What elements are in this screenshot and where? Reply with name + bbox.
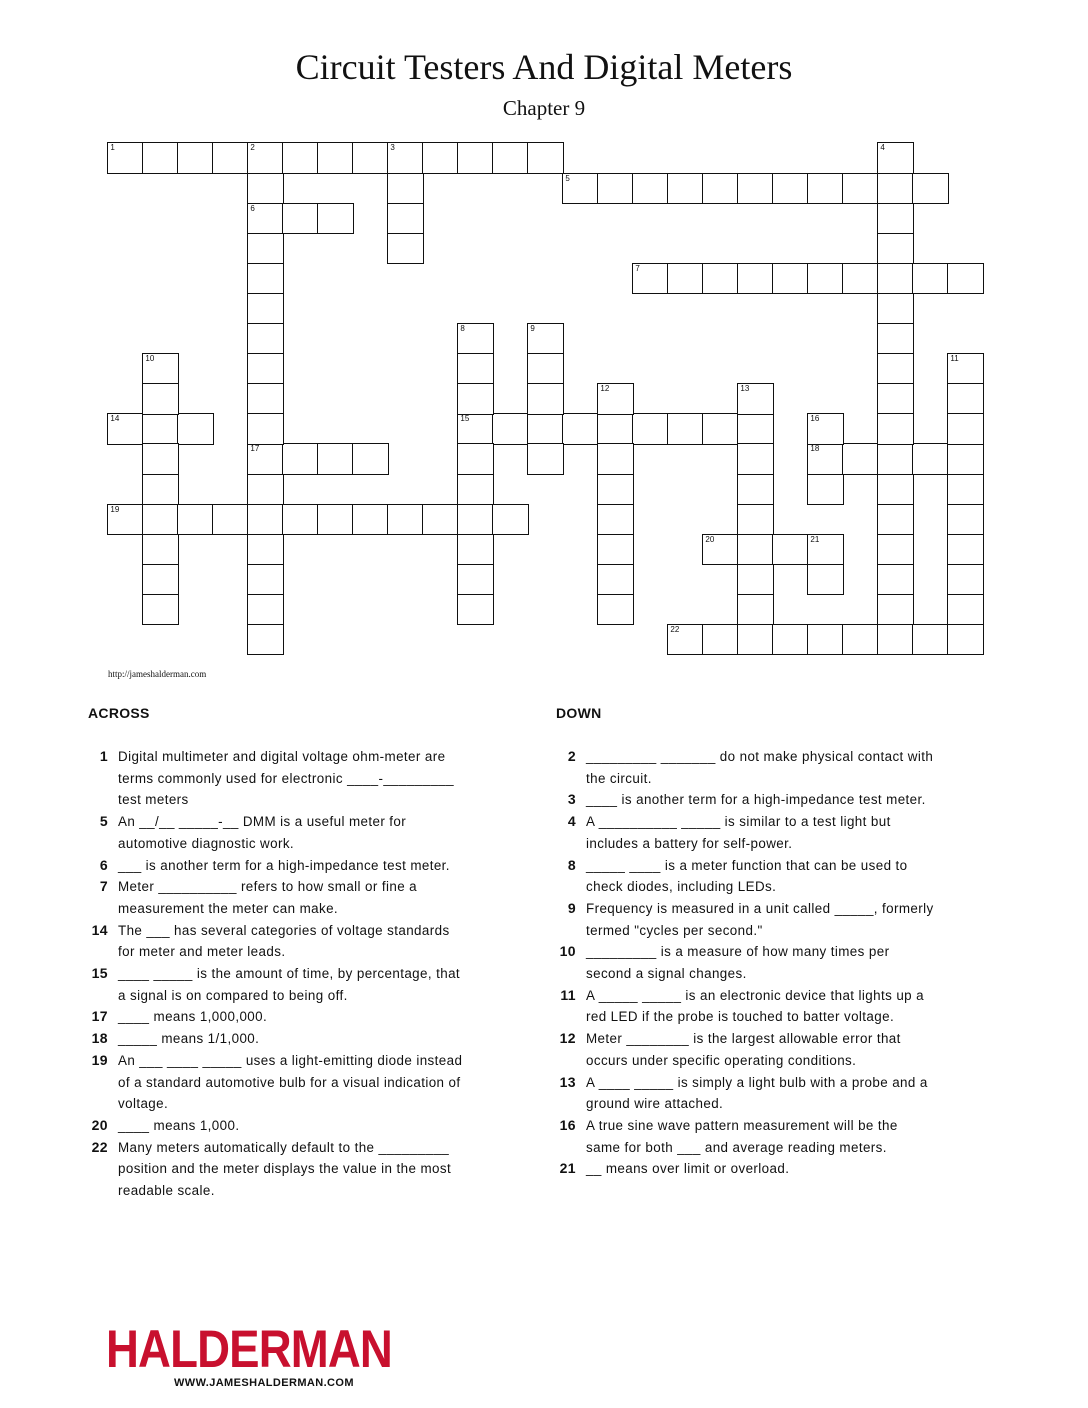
grid-cell[interactable] <box>142 594 178 625</box>
grid-cell[interactable] <box>457 142 493 173</box>
grid-cell[interactable] <box>107 504 143 535</box>
grid-cell[interactable] <box>737 263 773 294</box>
grid-cell[interactable] <box>387 173 423 204</box>
grid-cell[interactable] <box>527 383 563 414</box>
page-subtitle: Chapter 9 <box>502 96 586 120</box>
clue-item <box>88 920 468 963</box>
clue-item <box>556 1158 936 1180</box>
grid-cell[interactable] <box>807 263 843 294</box>
clue-item <box>556 898 936 941</box>
grid-cell[interactable] <box>457 594 493 625</box>
clue-text: _____ ____ is a meter function that can be used to check diodes, including LEDs. <box>586 857 908 895</box>
grid-cell[interactable] <box>597 504 633 535</box>
grid-cell[interactable] <box>667 413 703 444</box>
halderman-logo: HALDERMAN <box>106 1320 392 1379</box>
clue-item <box>88 963 468 1006</box>
clue-text: A ____ _____ is simply a light bulb with a probe and a ground wire attached. <box>586 1074 928 1112</box>
grid-cell[interactable] <box>947 443 983 474</box>
grid-cell[interactable] <box>737 504 773 535</box>
clue-number: 20 <box>91 1116 108 1133</box>
grid-cell[interactable] <box>877 564 913 595</box>
clue-number: 17 <box>91 1008 108 1025</box>
grid-cell[interactable] <box>877 474 913 505</box>
grid-cell[interactable] <box>912 263 948 294</box>
cell-number: 22 <box>670 625 680 634</box>
grid-cell[interactable] <box>807 173 843 204</box>
grid-cell[interactable] <box>282 142 318 173</box>
clue-item <box>556 789 936 811</box>
clue-text: An __/__ _____-__ DMM is a useful meter for automotive diagnostic work. <box>118 814 407 851</box>
grid-cell[interactable] <box>387 142 423 173</box>
grid-cell[interactable] <box>912 443 948 474</box>
clue-number: 21 <box>559 1160 576 1177</box>
grid-cell[interactable] <box>247 353 283 384</box>
clue-number: 2 <box>567 748 576 764</box>
grid-cell[interactable] <box>212 142 248 173</box>
grid-cell[interactable] <box>107 142 143 173</box>
grid-cell[interactable] <box>702 624 738 655</box>
grid-cell[interactable] <box>807 624 843 655</box>
clue-text: _________ _______ do not make physical contact with the circuit. <box>586 749 934 786</box>
grid-cell[interactable] <box>632 413 668 444</box>
grid-cell[interactable] <box>247 203 283 234</box>
clue-item <box>88 811 468 854</box>
grid-cell[interactable] <box>387 233 423 264</box>
grid-cell[interactable] <box>702 413 738 444</box>
cell-number: 10 <box>145 354 155 364</box>
cell-number: 12 <box>600 384 610 394</box>
clue-item <box>556 1115 936 1158</box>
cell-number: 8 <box>460 324 465 333</box>
crossword-grid <box>0 0 1088 700</box>
grid-cell[interactable] <box>142 474 178 505</box>
clue-item <box>556 941 936 984</box>
clue-text: ____ means 1,000. <box>118 1117 240 1133</box>
clue-number: 3 <box>567 791 576 808</box>
clue-text: A true sine wave pattern measurement will be the same for both ___ and average reading meters. <box>586 1117 898 1155</box>
grid-cell[interactable] <box>947 474 983 505</box>
cell-number: 19 <box>110 504 120 514</box>
clue-text: Meter ________ is the largest allowable error that occurs under specific operating conditions. <box>586 1031 901 1068</box>
grid-cell[interactable] <box>282 443 318 474</box>
grid-cell[interactable] <box>842 443 878 474</box>
clue-item <box>556 985 936 1028</box>
across-heading: ACROSS <box>88 705 150 721</box>
grid-cell[interactable] <box>422 142 458 173</box>
clue-item <box>88 1050 468 1115</box>
grid-cell[interactable] <box>177 142 213 173</box>
grid-cell[interactable] <box>247 233 283 264</box>
grid-cell[interactable] <box>772 263 808 294</box>
grid-cell[interactable] <box>352 443 388 474</box>
grid-cell[interactable] <box>387 504 423 535</box>
grid-cell[interactable] <box>877 203 913 234</box>
grid-cell[interactable] <box>877 624 913 655</box>
grid-cell[interactable] <box>947 413 983 444</box>
grid-cell[interactable] <box>457 323 493 354</box>
grid-cell[interactable] <box>247 504 283 535</box>
grid-cell[interactable] <box>772 173 808 204</box>
grid-cell[interactable] <box>352 504 388 535</box>
grid-cell[interactable] <box>212 504 248 535</box>
grid-cell[interactable] <box>142 564 178 595</box>
grid-cell[interactable] <box>877 233 913 264</box>
clue-text: Many meters automatically default to the _________ position and the meter displays the value in the most readable scale. <box>118 1139 452 1199</box>
grid-cell[interactable] <box>877 443 913 474</box>
grid-cell[interactable] <box>597 594 633 625</box>
grid-cell[interactable] <box>142 504 178 535</box>
grid-cell[interactable] <box>947 564 983 595</box>
grid-cell[interactable] <box>737 443 773 474</box>
grid-cell[interactable] <box>527 413 563 444</box>
clue-number: 19 <box>91 1051 108 1068</box>
grid-cell[interactable] <box>877 534 913 565</box>
cell-number: 17 <box>250 444 260 454</box>
grid-cell[interactable] <box>247 443 283 474</box>
logo-url: WWW.JAMESHALDERMAN.COM <box>174 1377 354 1389</box>
clue-number: 13 <box>559 1073 576 1090</box>
grid-cell[interactable] <box>247 624 283 655</box>
grid-cell[interactable] <box>142 413 178 444</box>
grid-cell[interactable] <box>282 504 318 535</box>
grid-cell[interactable] <box>877 142 913 173</box>
cell-number: 14 <box>110 414 120 424</box>
grid-cell[interactable] <box>807 413 843 444</box>
grid-cell[interactable] <box>807 564 843 595</box>
grid-cell[interactable] <box>877 504 913 535</box>
grid-cell[interactable] <box>667 263 703 294</box>
clue-item <box>88 1115 468 1137</box>
grid-cell[interactable] <box>247 293 283 324</box>
clue-number: 8 <box>567 856 576 873</box>
clue-text: ____ _____ is the amount of time, by percentage, that a signal is on compared to being off. <box>118 966 461 1003</box>
grid-cell[interactable] <box>597 534 633 565</box>
grid-cell[interactable] <box>177 504 213 535</box>
clue-text: A __________ _____ is similar to a test light but includes a battery for self-power. <box>586 814 891 851</box>
clue-item <box>88 1028 468 1050</box>
clue-number: 12 <box>559 1030 576 1047</box>
grid-cell[interactable] <box>142 383 178 414</box>
grid-cell[interactable] <box>527 353 563 384</box>
grid-cell[interactable] <box>947 534 983 565</box>
clue-text: _________ is a measure of how many times per second a signal changes. <box>586 944 890 982</box>
down-clue-list <box>556 746 936 1180</box>
cell-number: 15 <box>460 414 470 424</box>
grid-cell[interactable] <box>667 624 703 655</box>
grid-cell[interactable] <box>492 504 528 535</box>
grid-cell[interactable] <box>142 353 178 384</box>
cell-number: 4 <box>880 143 885 153</box>
clue-number: 9 <box>567 899 576 916</box>
clue-text: Digital multimeter and digital voltage ohm-meter are terms commonly used for electronic ____-_________ test meters <box>118 749 454 808</box>
grid-cell[interactable] <box>737 534 773 565</box>
grid-cell[interactable] <box>597 383 633 414</box>
grid-cell[interactable] <box>247 263 283 294</box>
grid-cell[interactable] <box>737 474 773 505</box>
grid-cell[interactable] <box>947 594 983 625</box>
grid-cell[interactable] <box>422 504 458 535</box>
grid-cell[interactable] <box>737 624 773 655</box>
clue-item <box>88 855 468 877</box>
grid-cell[interactable] <box>492 142 528 173</box>
grid-cell[interactable] <box>527 142 563 173</box>
clue-text: Frequency is measured in a unit called _____, formerly termed "cycles per second." <box>586 900 934 938</box>
grid-cell[interactable] <box>632 173 668 204</box>
clue-number: 22 <box>91 1138 108 1155</box>
grid-cell[interactable] <box>457 504 493 535</box>
clue-text: __ means over limit or overload. <box>586 1161 790 1177</box>
grid-cell[interactable] <box>772 534 808 565</box>
clue-text: ____ means 1,000,000. <box>118 1009 268 1025</box>
grid-cell[interactable] <box>457 413 493 444</box>
grid-cell[interactable] <box>702 534 738 565</box>
cell-number: 2 <box>250 143 255 153</box>
clue-text: _____ means 1/1,000. <box>118 1031 260 1047</box>
clue-item <box>88 1006 468 1028</box>
page-title: Circuit Testers And Digital Meters <box>295 47 793 87</box>
cell-number: 5 <box>565 173 570 183</box>
grid-cell[interactable] <box>247 323 283 354</box>
clue-number: 5 <box>99 813 108 830</box>
grid-cell[interactable] <box>597 443 633 474</box>
source-url: http://jameshalderman.com <box>108 669 207 679</box>
cell-number: 7 <box>635 263 640 273</box>
clue-item <box>556 1028 936 1071</box>
clue-item <box>556 1072 936 1115</box>
clue-item <box>88 746 468 811</box>
cell-number: 9 <box>530 324 535 333</box>
clue-text: ___ is another term for a high-impedance test meter. <box>118 857 450 873</box>
grid-cell[interactable] <box>457 564 493 595</box>
grid-cell[interactable] <box>142 142 178 173</box>
grid-cell[interactable] <box>317 504 353 535</box>
grid-cell[interactable] <box>912 173 948 204</box>
grid-cell[interactable] <box>317 142 353 173</box>
grid-cell[interactable] <box>562 413 598 444</box>
grid-cell[interactable] <box>492 413 528 444</box>
clue-text: ____ is another term for a high-impedance test meter. <box>586 792 926 808</box>
cell-number: 1 <box>110 143 115 153</box>
down-heading: DOWN <box>556 705 602 721</box>
grid-cell[interactable] <box>562 173 598 204</box>
clue-number: 14 <box>91 921 108 938</box>
grid-cell[interactable] <box>877 263 913 294</box>
grid-cell[interactable] <box>247 564 283 595</box>
clue-number: 4 <box>567 813 576 830</box>
grid-cell[interactable] <box>702 263 738 294</box>
clue-text: The ___ has several categories of voltage standards for meter and meter leads. <box>118 922 450 960</box>
grid-cell[interactable] <box>947 383 983 414</box>
cell-number: 20 <box>705 534 715 544</box>
cell-number: 16 <box>810 414 820 424</box>
cell-number: 18 <box>810 444 820 454</box>
clue-text: An ___ ____ _____ uses a light-emitting diode instead of a standard automotive bulb for a visual indication of voltage. <box>118 1052 463 1112</box>
grid-cell[interactable] <box>177 413 213 444</box>
grid-cell[interactable] <box>247 474 283 505</box>
clue-number: 16 <box>559 1116 576 1133</box>
clue-number: 11 <box>560 986 576 1003</box>
grid-cell[interactable] <box>807 534 843 565</box>
grid-cell[interactable] <box>947 504 983 535</box>
grid-cell[interactable] <box>877 353 913 384</box>
grid-cell[interactable] <box>702 173 738 204</box>
grid-cell[interactable] <box>527 323 563 354</box>
grid-cell[interactable] <box>142 443 178 474</box>
grid-cell[interactable] <box>947 263 983 294</box>
grid-cell[interactable] <box>597 173 633 204</box>
grid-cell[interactable] <box>912 624 948 655</box>
cell-number: 3 <box>390 143 395 153</box>
grid-cell[interactable] <box>597 413 633 444</box>
clue-item <box>556 746 936 789</box>
grid-cell[interactable] <box>947 624 983 655</box>
grid-cell[interactable] <box>352 142 388 173</box>
grid-cell[interactable] <box>317 203 353 234</box>
grid-cell[interactable] <box>632 263 668 294</box>
clue-text: Meter __________ refers to how small or fine a measurement the meter can make. <box>118 879 418 916</box>
grid-cell[interactable] <box>737 413 773 444</box>
grid-cell[interactable] <box>247 173 283 204</box>
across-clue-list <box>88 746 468 1202</box>
grid-cell[interactable] <box>457 534 493 565</box>
grid-cell[interactable] <box>597 564 633 595</box>
grid-cell[interactable] <box>142 534 178 565</box>
grid-cell[interactable] <box>807 443 843 474</box>
clue-text: A _____ _____ is an electronic device that lights up a red LED if the probe is touched to batter voltage. <box>586 987 924 1025</box>
clue-number: 1 <box>99 748 108 764</box>
clue-item <box>88 1137 468 1202</box>
grid-cell[interactable] <box>772 624 808 655</box>
grid-cell[interactable] <box>457 383 493 414</box>
grid-cell[interactable] <box>842 263 878 294</box>
clue-item <box>88 876 468 919</box>
cell-number: 13 <box>740 384 750 394</box>
grid-cell[interactable] <box>947 353 983 384</box>
clue-number: 10 <box>559 943 576 960</box>
grid-cell[interactable] <box>247 142 283 173</box>
grid-cell[interactable] <box>107 413 143 444</box>
grid-cell[interactable] <box>457 353 493 384</box>
grid-cell[interactable] <box>597 474 633 505</box>
grid-cell[interactable] <box>247 413 283 444</box>
grid-cell[interactable] <box>842 624 878 655</box>
grid-cell[interactable] <box>877 323 913 354</box>
cell-number: 6 <box>250 203 255 213</box>
grid-cell[interactable] <box>737 594 773 625</box>
grid-cell[interactable] <box>247 383 283 414</box>
cell-number: 21 <box>810 534 820 544</box>
grid-cell[interactable] <box>877 413 913 444</box>
grid-cell[interactable] <box>527 443 563 474</box>
grid-cell[interactable] <box>737 564 773 595</box>
clue-number: 18 <box>91 1030 108 1047</box>
grid-cell[interactable] <box>737 383 773 414</box>
grid-cell[interactable] <box>877 594 913 625</box>
clue-number: 6 <box>99 856 108 873</box>
clue-number: 15 <box>91 965 108 982</box>
cell-number: 11 <box>950 354 959 364</box>
clue-item <box>556 855 936 898</box>
clue-item <box>556 811 936 854</box>
grid-cell[interactable] <box>877 173 913 204</box>
grid-cell[interactable] <box>877 293 913 324</box>
clue-number: 7 <box>99 878 108 895</box>
grid-cell[interactable] <box>842 173 878 204</box>
grid-cell[interactable] <box>877 383 913 414</box>
grid-cell[interactable] <box>807 474 843 505</box>
grid-cell[interactable] <box>282 203 318 234</box>
grid-cell[interactable] <box>317 443 353 474</box>
grid-cell[interactable] <box>737 173 773 204</box>
grid-cell[interactable] <box>247 594 283 625</box>
grid-cell[interactable] <box>457 474 493 505</box>
grid-cell[interactable] <box>247 534 283 565</box>
grid-cell[interactable] <box>387 203 423 234</box>
grid-cell[interactable] <box>667 173 703 204</box>
grid-cell[interactable] <box>457 443 493 474</box>
